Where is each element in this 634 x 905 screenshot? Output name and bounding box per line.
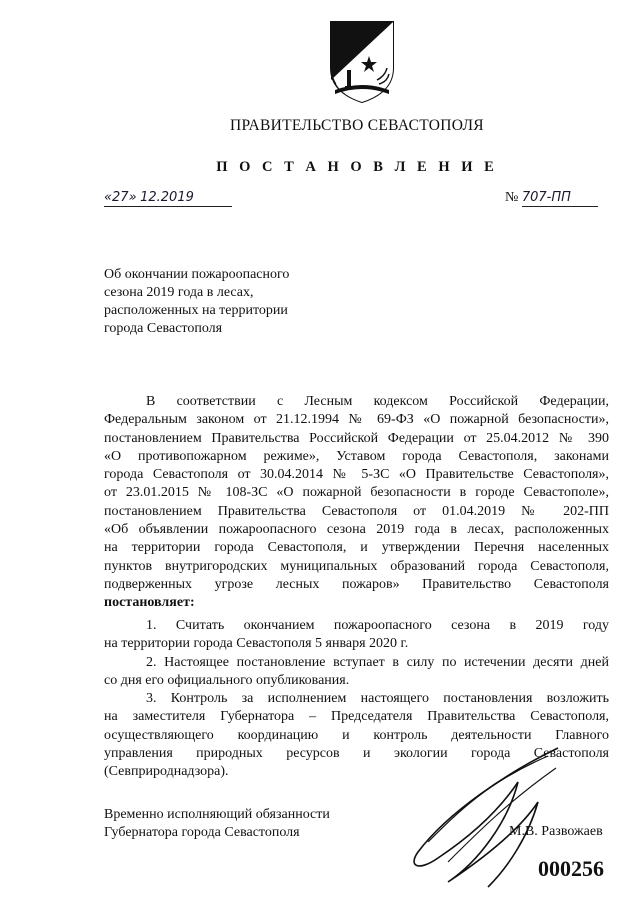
registration-number: 000256: [538, 856, 604, 881]
preamble-line: города Севастополя от 30.04.2014 № 5-ЗС «О Правительстве Севастополя»,: [104, 467, 609, 483]
preamble-line: от 23.01.2015 № 108-ЗС «О пожарной безопасности в городе Севастополе»,: [104, 485, 609, 501]
date-open-quote: «: [104, 190, 113, 205]
item-3-line: (Севприроднадзора).: [104, 764, 229, 780]
preamble-line: подверженных угрозе лесных пожаров» Правительство Севастополя: [104, 576, 609, 592]
preamble-line: «Об объявлении пожароопасного сезона 2019 года в лесах, расположенных: [104, 522, 609, 538]
item-1-line: на территории города Севастополя 5 января 2020 г.: [104, 636, 409, 652]
item-3-line: на заместителя Губернатора – Председателя Правительства Севастополя,: [104, 709, 609, 725]
document-date: [104, 190, 232, 207]
item-2-line: со дня его официального опубликования.: [104, 672, 350, 688]
date-month-year: 12.2019: [140, 190, 194, 205]
item-3-line: 3. Контроль за исполнением настоящего постановления возложить: [146, 691, 609, 707]
subject-line: сезона 2019 года в лесах,: [104, 285, 254, 300]
date-day: 27: [112, 190, 129, 205]
position-line: Губернатора города Севастополя: [104, 825, 300, 840]
signatory-name: М.В. Развожаев: [509, 824, 603, 839]
number-value: 707-ПП: [521, 190, 571, 205]
position-line: Временно исполняющий обязанности: [104, 807, 330, 822]
preamble-line: пунктов внутригородских муниципальных образований города Севастополя,: [104, 558, 609, 574]
signatory-position: [104, 806, 330, 842]
preamble-line: «О противопожарном режиме», Уставом города Севастополя, законами: [104, 448, 609, 464]
date-close-quote: »: [128, 190, 137, 205]
subject-line: расположенных на территории: [104, 303, 288, 318]
preamble-line: постановлением Правительства Севастополя от 01.04.2019 № 202-ПП: [104, 503, 609, 519]
preamble-line: на территории города Севастополя, и утверждении Перечня населенных: [104, 540, 609, 556]
document-subject: [104, 266, 344, 338]
number-sign: №: [505, 190, 519, 205]
subject-line: Об окончании пожароопасного: [104, 267, 290, 282]
government-name: ПРАВИТЕЛЬСТВО СЕВАСТОПОЛЯ: [230, 117, 484, 134]
subject-line: города Севастополя: [104, 321, 223, 336]
document-number: [505, 190, 598, 207]
resolves-word: постановляет:: [104, 595, 195, 611]
preamble-line: постановлением Правительства Российской Федерации от 25.04.2012 № 390: [104, 430, 609, 446]
item-3-line: осуществляющего координацию и контроль деятельности Главного: [104, 727, 609, 743]
item-1-line: 1. Считать окончанием пожароопасного сезона в 2019 году: [146, 618, 609, 633]
item-2-line: 2. Настоящее постановление вступает в силу по истечении десяти дней: [146, 654, 609, 670]
preamble-line: Федеральным законом от 21.12.1994 № 69-ФЗ «О пожарной безопасности»,: [104, 412, 609, 428]
item-3-line: управления природных ресурсов и экологии города Севастополя: [104, 746, 609, 762]
document-type-title: П О С Т А Н О В Л Е Н И Е: [216, 159, 498, 175]
preamble-line: В соответствии с Лесным кодексом Российской Федерации,: [146, 394, 609, 409]
preamble-paragraph: [104, 393, 609, 613]
sevastopol-coat-of-arms-emblem: [323, 20, 401, 104]
